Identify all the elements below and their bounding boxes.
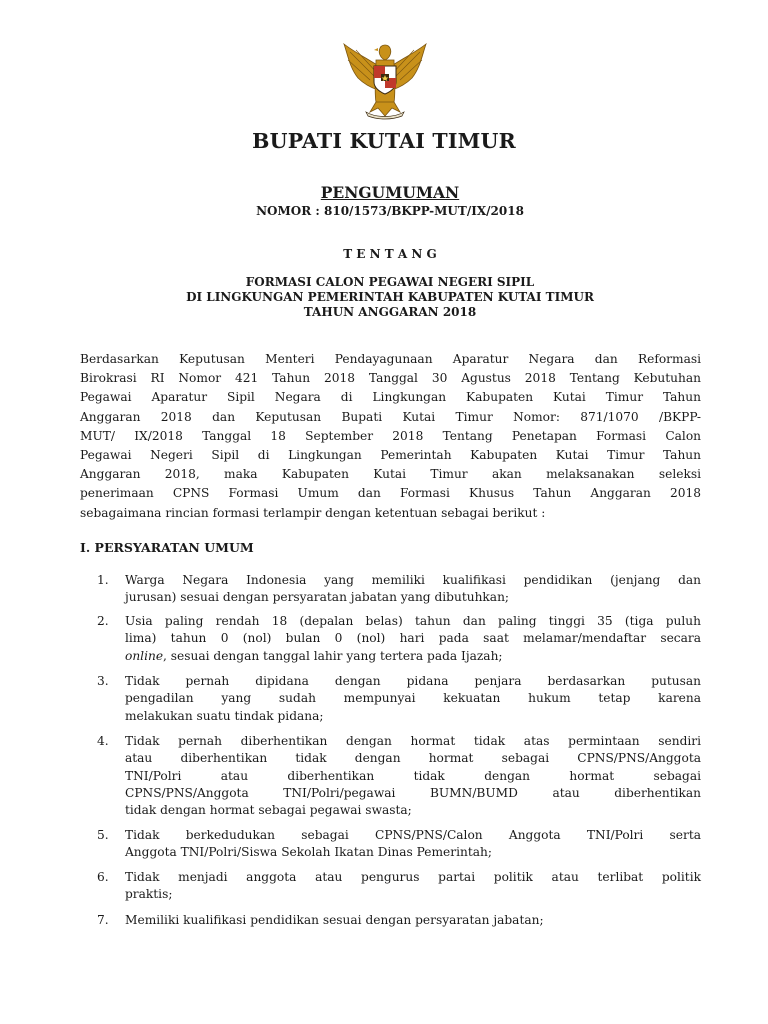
item-line: CPNS/PNS/Anggota TNI/Polri/pegawai BUMN/BUMD atau diberhentikan xyxy=(125,785,701,800)
item-line: melakukan suatu tindak pidana; xyxy=(125,708,324,723)
intro-line: Birokrasi RI Nomor 421 Tahun 2018 Tanggal 30 Agustus 2018 Tentang Kebutuhan xyxy=(80,371,701,386)
item-line: Usia paling rendah 18 (depalan belas) tahun dan paling tinggi 35 (tiga puluh xyxy=(125,614,701,628)
item-line: Anggota TNI/Polri/Siswa Sekolah Ikatan Dinas Pemerintah; xyxy=(125,845,492,860)
item-number: 3. xyxy=(97,674,109,688)
item-line: Memiliki kualifikasi pendidikan sesuai dengan persyaratan jabatan; xyxy=(125,913,544,927)
subject-line: DI LINGKUNGAN PEMERINTAH KABUPATEN KUTAI TIMUR xyxy=(186,290,594,304)
item-line xyxy=(125,648,701,665)
intro-line: penerimaan CPNS Formasi Umum dan Formasi Khusus Tahun Anggaran 2018 xyxy=(80,486,701,501)
intro-line: Anggaran 2018, maka Kabupaten Kutai Timur akan melaksanakan seleksi xyxy=(80,467,701,482)
item-line: Tidak berkedudukan sebagai CPNS/PNS/Calon Anggota TNI/Polri serta xyxy=(125,828,701,842)
section-title: I. PERSYARATAN UMUM xyxy=(80,540,254,555)
item-line: tidak dengan hormat sebagai pegawai swasta; xyxy=(125,803,412,818)
item-number: 6. xyxy=(97,870,109,884)
intro-line: Pegawai Aparatur Sipil Negara di Lingkungan Kabupaten Kutai Timur Tahun xyxy=(80,390,701,405)
item-number: 7. xyxy=(97,913,109,927)
item-line: jurusan) sesuai dengan persyaratan jabatan yang dibutuhkan; xyxy=(125,590,510,605)
item-line: TNI/Polri atau diberhentikan tidak dengan hormat sebagai xyxy=(125,768,701,783)
item-number: 5. xyxy=(97,828,109,842)
item-line: Warga Negara Indonesia yang memiliki kualifikasi pendidikan (jenjang dan xyxy=(125,573,701,587)
item-number: 2. xyxy=(97,614,109,628)
intro-line: Berdasarkan Keputusan Menteri Pendayagunaan Aparatur Negara dan Reformasi xyxy=(80,352,701,366)
subject-line: FORMASI CALON PEGAWAI NEGERI SIPIL xyxy=(245,275,535,289)
item-line-rest: , sesuai dengan tanggal lahir yang tertera pada Ijazah; xyxy=(163,648,503,663)
subject-block xyxy=(0,275,768,320)
document-number: NOMOR : 810/1573/BKPP-MUT/IX/2018 xyxy=(256,204,524,218)
item-line: Tidak pernah diberhentikan dengan hormat tidak atas permintaan sendiri xyxy=(125,734,701,748)
intro-paragraph xyxy=(80,350,701,523)
item-line: lima) tahun 0 (nol) bulan 0 (nol) hari pada saat melamar/mendaftar secara xyxy=(125,631,701,646)
subject-line: TAHUN ANGGARAN 2018 xyxy=(303,305,477,319)
document-heading: PENGUMUMAN xyxy=(320,183,460,202)
intro-line: Pegawai Negeri Sipil di Lingkungan Pemerintah Kabupaten Kutai Timur Tahun xyxy=(80,447,701,462)
item-line: praktis; xyxy=(125,887,173,902)
item-line-italic: online xyxy=(125,648,164,663)
item-number: 4. xyxy=(97,734,109,748)
item-line: Tidak pernah dipidana dengan pidana penjara berdasarkan putusan xyxy=(125,674,701,688)
tentang-label: T E N T A N G xyxy=(343,247,437,261)
item-line: atau diberhentikan tidak dengan hormat sebagai CPNS/PNS/Anggota xyxy=(125,751,701,766)
garuda-pancasila-emblem xyxy=(340,42,430,120)
item-number: 1. xyxy=(97,573,109,587)
item-line: pengadilan yang sudah mempunyai kekuatan hukum tetap karena xyxy=(125,691,701,706)
intro-line: sebagaimana rincian formasi terlampir dengan ketentuan sebagai berikut : xyxy=(80,505,546,520)
item-line: Tidak menjadi anggota atau pengurus partai politik atau terlibat politik xyxy=(125,870,701,884)
intro-line: MUT/ IX/2018 Tanggal 18 September 2018 Tentang Penetapan Formasi Calon xyxy=(80,428,701,443)
issuer-title: BUPATI KUTAI TIMUR xyxy=(252,129,516,153)
intro-line: Anggaran 2018 dan Keputusan Bupati Kutai Timur Nomor: 871/1070 /BKPP- xyxy=(80,409,701,424)
